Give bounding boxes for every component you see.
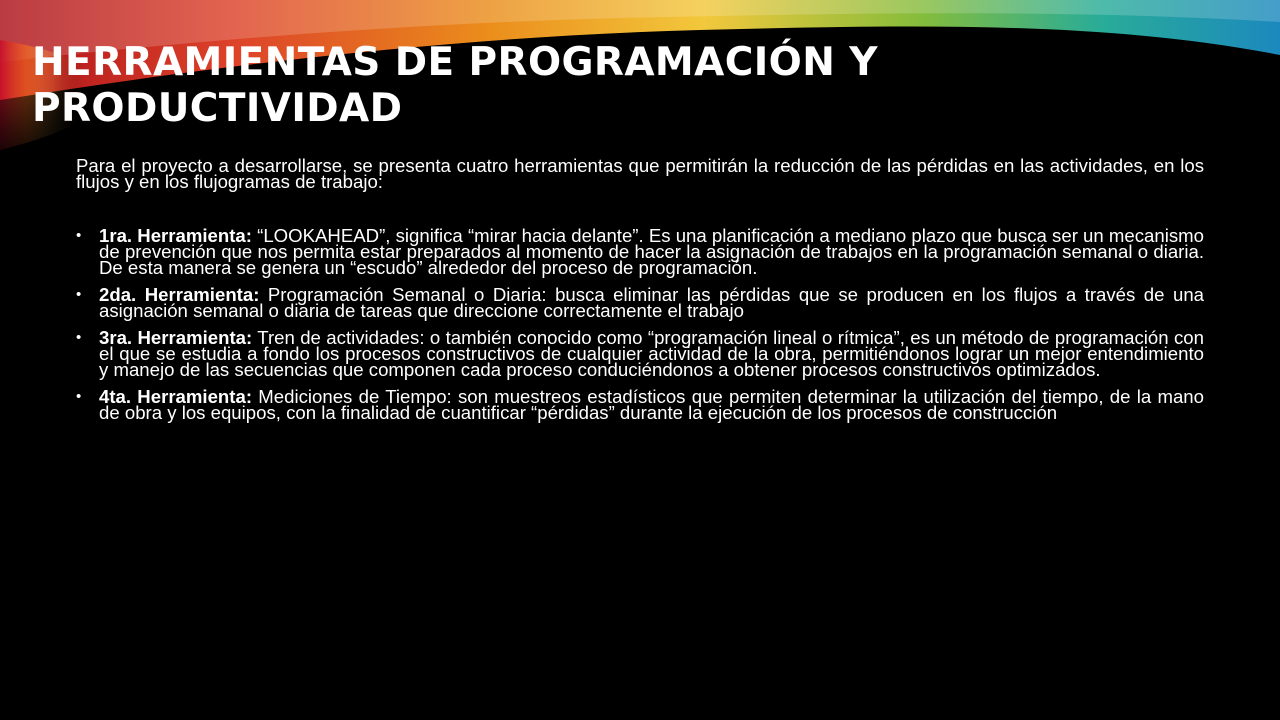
tool-4-heading: 4ta. Herramienta: [99,386,253,407]
list-item-tool-2 [76,284,1204,321]
intro-paragraph: Para el proyecto a desarrollarse, se presenta cuatro herramientas que permitirán la reducción de las pérdidas en las actividades, en los flujos y en los flujogramas de trabajo: [76,155,1204,192]
tool-1-text: “LOOKAHEAD”, significa “mirar hacia delante”. Es una planificación a mediano plazo que busca ser un mecanismo de prevención que nos permita estar preparados al momento de hacer la asignación de trabajos en la programación semanal o diaria. De esta manera se genera un “escudo” alrededor del proceso de programación. [99,225,1204,278]
bullet-icon: • [76,388,82,405]
slide-title: HERRAMIENTAS DE PROGRAMACIÓN Y PRODUCTIVIDAD [32,40,878,131]
list-item-tool-1 [76,225,1204,278]
list-item-tool-3 [76,327,1204,380]
tool-1-heading: 1ra. Herramienta: [99,225,252,246]
bullet-icon: • [76,286,82,303]
tool-2-text: Programación Semanal o Diaria: busca eliminar las pérdidas que se producen en los flujos a través de una asignación semanal o diaria de tareas que direccione correctamente el trabajo [99,284,1204,321]
bullet-icon: • [76,329,82,346]
tools-bullet-list [76,225,1204,423]
slide-body [76,155,1204,432]
bullet-icon: • [76,227,82,244]
tool-3-text: Tren de actividades: o también conocido como “programación lineal o rítmica”, es un método de programación con el que se estudia a fondo los procesos constructivos de cualquier actividad de la obra, permitiéndonos lograr un mejor entendimiento y manejo de las secuencias que componen cada proceso conduciéndonos a obtener procesos constructivos optimizados. [99,327,1204,380]
list-item-tool-4 [76,386,1204,423]
tool-3-heading: 3ra. Herramienta: [99,327,253,348]
tool-4-text: Mediciones de Tiempo: son muestreos estadísticos que permiten determinar la utilización del tiempo, de la mano de obra y los equipos, con la finalidad de cuantificar “pérdidas” durante la ejecución de los procesos de construcción [99,386,1204,423]
tool-2-heading: 2da. Herramienta: [99,284,260,305]
